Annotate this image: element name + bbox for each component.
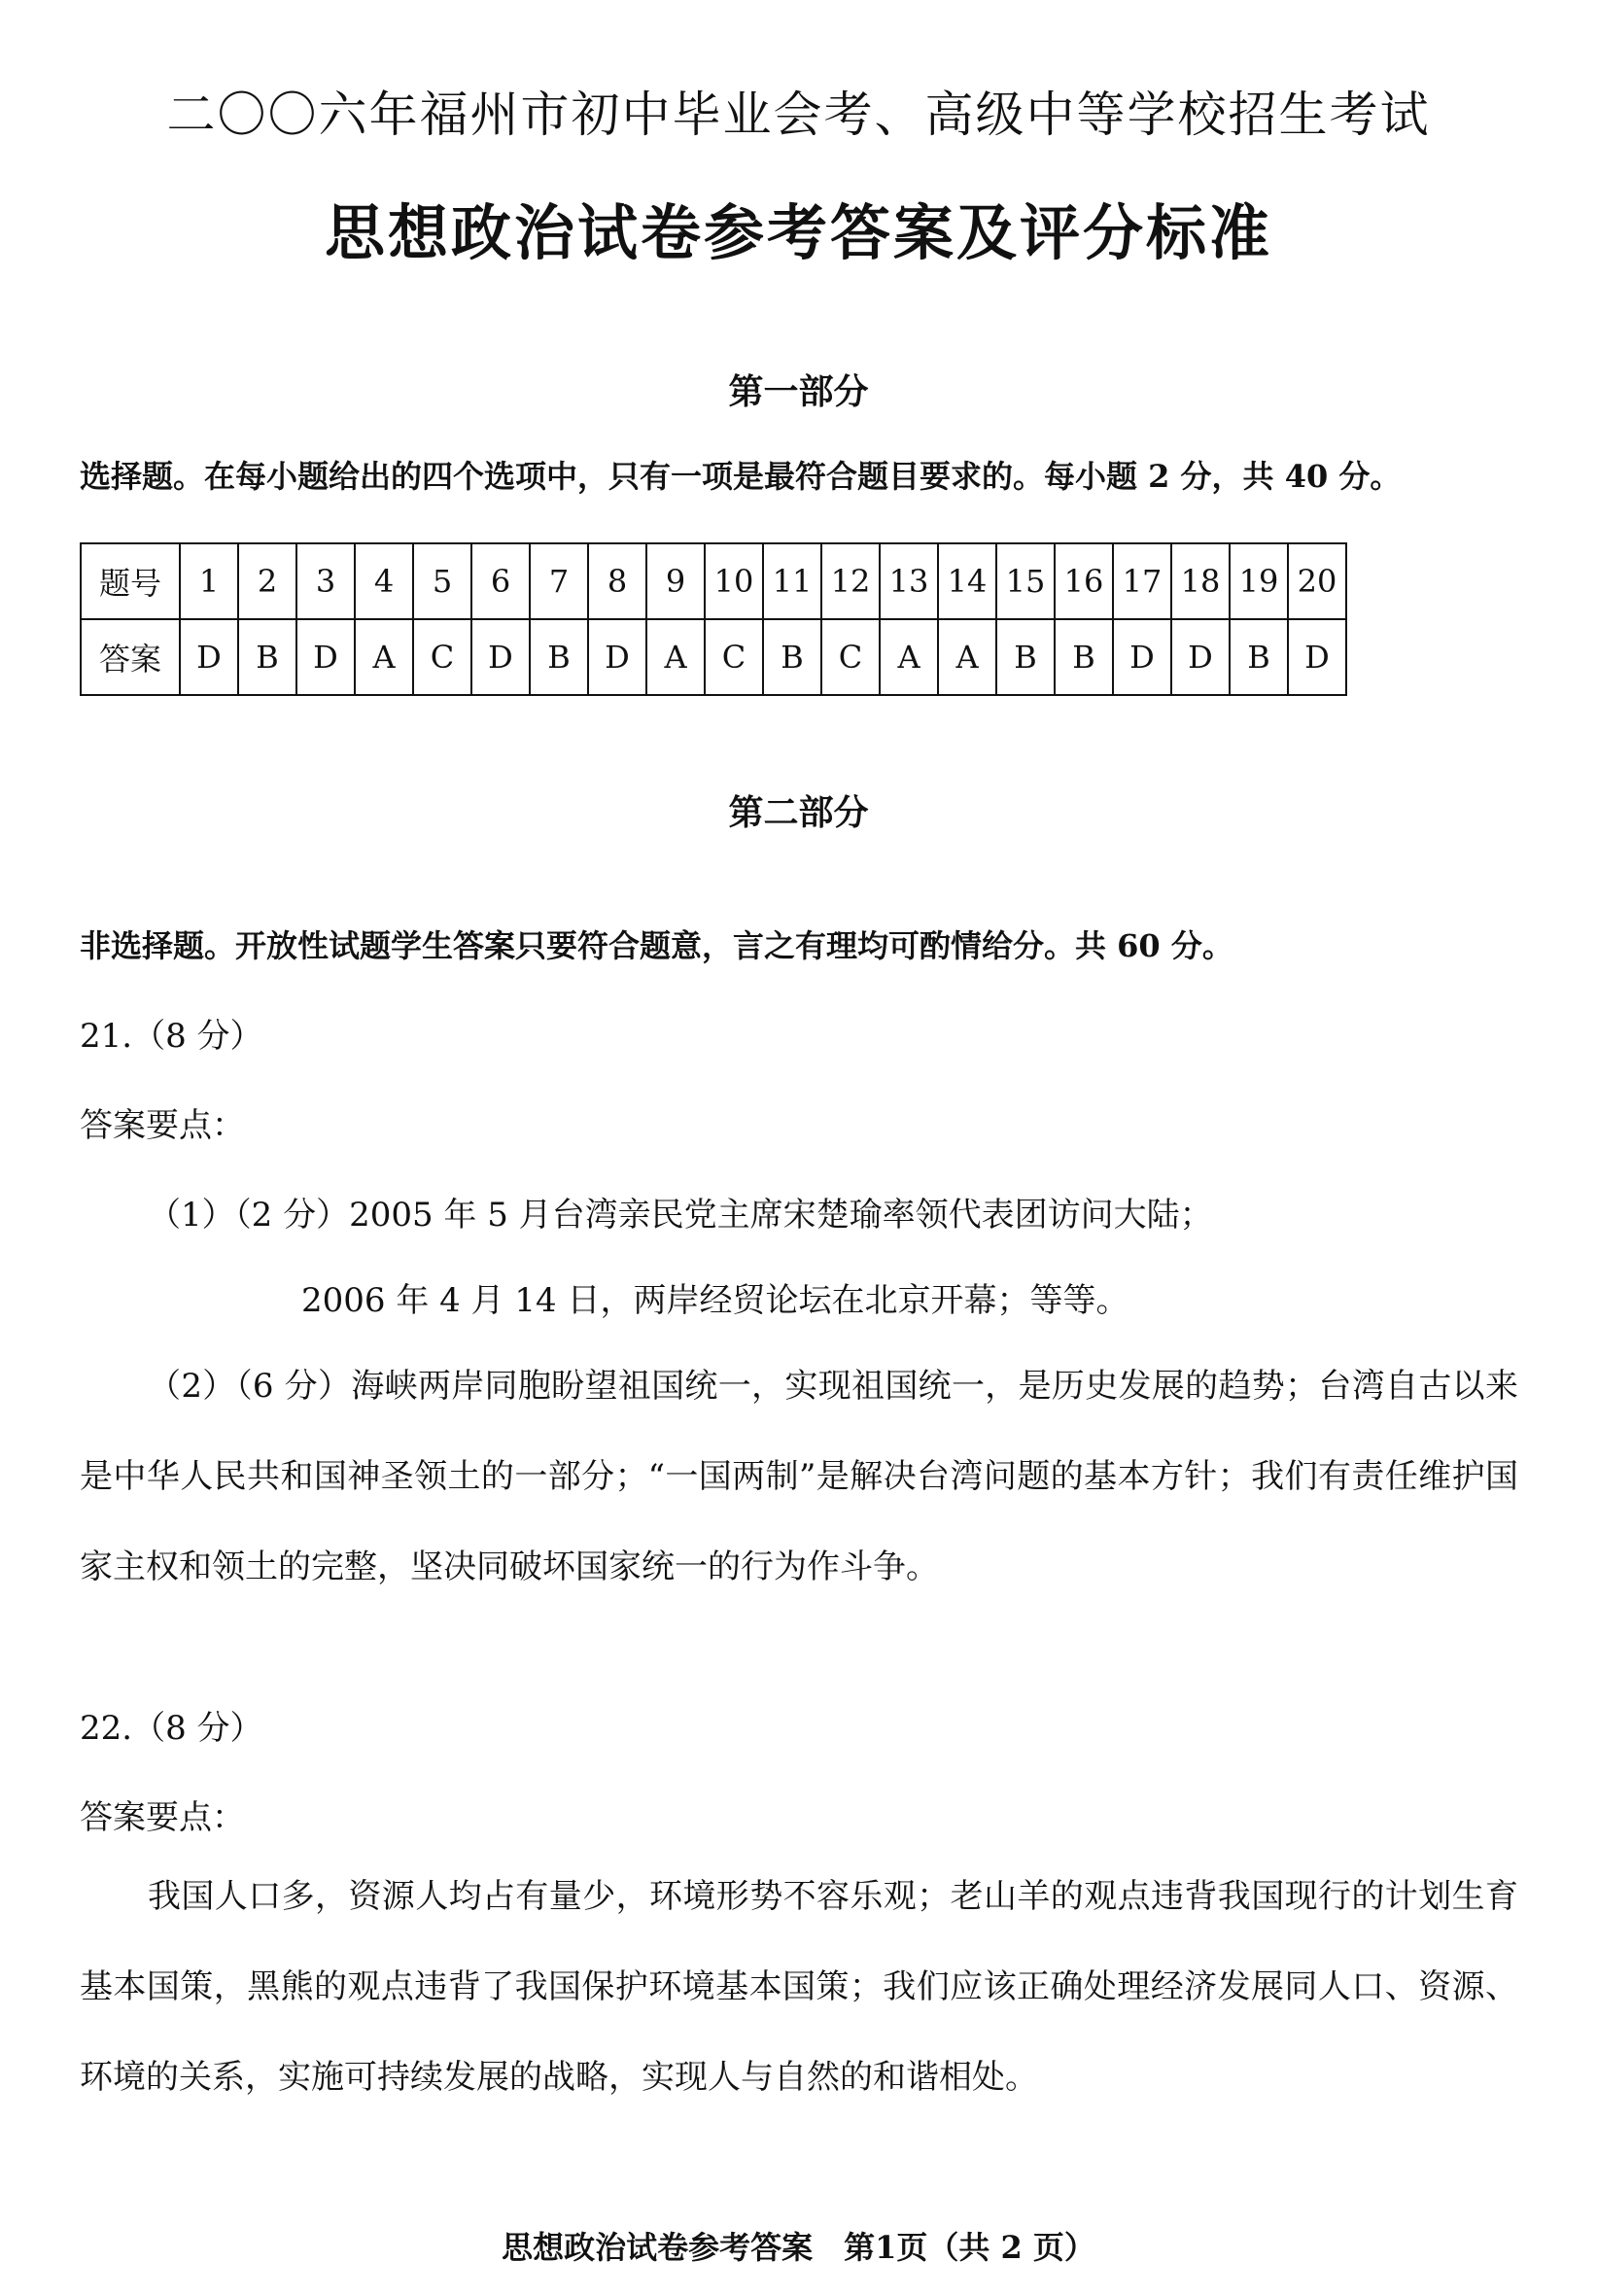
q21-part1-line2: 2006 年 4 月 14 日，两岸经贸论坛在北京开幕；等等。 bbox=[301, 1281, 1129, 1320]
table-cell: 13 bbox=[880, 543, 938, 619]
table-cell: 1 bbox=[180, 543, 238, 619]
table-cell: B bbox=[238, 619, 296, 695]
table-cell: 14 bbox=[938, 543, 996, 619]
answer-table bbox=[80, 542, 1347, 696]
table-cell: A bbox=[880, 619, 938, 695]
table-cell: C bbox=[413, 619, 471, 695]
table-cell: 12 bbox=[821, 543, 880, 619]
table-row-numbers bbox=[81, 543, 1346, 619]
part2-title: 第二部分 bbox=[728, 792, 869, 833]
table-cell: 5 bbox=[413, 543, 471, 619]
table-cell: C bbox=[821, 619, 880, 695]
table-cell: B bbox=[1055, 619, 1113, 695]
table-row-label: 答案 bbox=[81, 619, 180, 695]
q22-key-label: 答案要点： bbox=[80, 1798, 245, 1837]
table-cell: D bbox=[588, 619, 646, 695]
q22-paragraph: 我国人口多，资源人均占有量少，环境形势不容乐观；老山羊的观点违背我国现行的计划生育基本国策，黑熊的观点违背了我国保护环境基本国策；我们应该正确处理经济发展同人口、资源、环境的关系，实施可持续发展的战略，实现人与自然的和谐相处。 bbox=[80, 1877, 1518, 2097]
table-cell: D bbox=[471, 619, 530, 695]
table-cell: B bbox=[996, 619, 1055, 695]
table-cell: 19 bbox=[1230, 543, 1288, 619]
table-cell: B bbox=[530, 619, 588, 695]
table-cell: 8 bbox=[588, 543, 646, 619]
table-cell: D bbox=[180, 619, 238, 695]
table-cell: D bbox=[1288, 619, 1346, 695]
part2-instruction: 非选择题。开放性试题学生答案只要符合题意，言之有理均可酌情给分。共 60 分。 bbox=[80, 927, 1233, 964]
page-footer: 思想政治试卷参考答案 第1页（共 2 页） bbox=[502, 2229, 1095, 2266]
table-cell: D bbox=[296, 619, 355, 695]
table-cell: A bbox=[938, 619, 996, 695]
table-row-answers bbox=[81, 619, 1346, 695]
table-row-label: 题号 bbox=[81, 543, 180, 619]
q22-heading: 22.（8 分） bbox=[80, 1709, 263, 1748]
table-cell: B bbox=[1230, 619, 1288, 695]
table-cell: 9 bbox=[646, 543, 705, 619]
table-cell: 15 bbox=[996, 543, 1055, 619]
table-cell: 11 bbox=[763, 543, 821, 619]
table-cell: 17 bbox=[1113, 543, 1171, 619]
table-cell: 3 bbox=[296, 543, 355, 619]
table-cell: C bbox=[705, 619, 763, 695]
table-cell: D bbox=[1171, 619, 1230, 695]
table-cell: A bbox=[646, 619, 705, 695]
q21-part1-line1: （1）（2 分）2005 年 5 月台湾亲民党主席宋楚瑜率领代表团访问大陆； bbox=[148, 1196, 1213, 1235]
table-cell: 4 bbox=[355, 543, 413, 619]
q21-part2-paragraph: （2）（6 分）海峡两岸同胞盼望祖国统一，实现祖国统一，是历史发展的趋势；台湾自古以来是中华人民共和国神圣领土的一部分；“一国两制”是解决台湾问题的基本方针；我们有责任维护国家主权和领土的完整，坚决同破坏国家统一的行为作斗争。 bbox=[80, 1367, 1518, 1586]
table-cell: 2 bbox=[238, 543, 296, 619]
document-title-line1: 二〇〇六年福州市初中毕业会考、高级中等学校招生考试 bbox=[166, 87, 1431, 143]
part1-title: 第一部分 bbox=[728, 371, 869, 412]
table-cell: 7 bbox=[530, 543, 588, 619]
document-title-line2: 思想政治试卷参考答案及评分标准 bbox=[324, 197, 1272, 268]
table-cell: 6 bbox=[471, 543, 530, 619]
table-cell: 18 bbox=[1171, 543, 1230, 619]
q21-key-label: 答案要点： bbox=[80, 1106, 245, 1145]
table-cell: 16 bbox=[1055, 543, 1113, 619]
table-cell: 10 bbox=[705, 543, 763, 619]
table-cell: A bbox=[355, 619, 413, 695]
q21-heading: 21.（8 分） bbox=[80, 1017, 263, 1056]
part1-instruction: 选择题。在每小题给出的四个选项中，只有一项是最符合题目要求的。每小题 2 分，共 40 分。 bbox=[80, 458, 1402, 495]
table-cell: D bbox=[1113, 619, 1171, 695]
table-cell: B bbox=[763, 619, 821, 695]
table-cell: 20 bbox=[1288, 543, 1346, 619]
